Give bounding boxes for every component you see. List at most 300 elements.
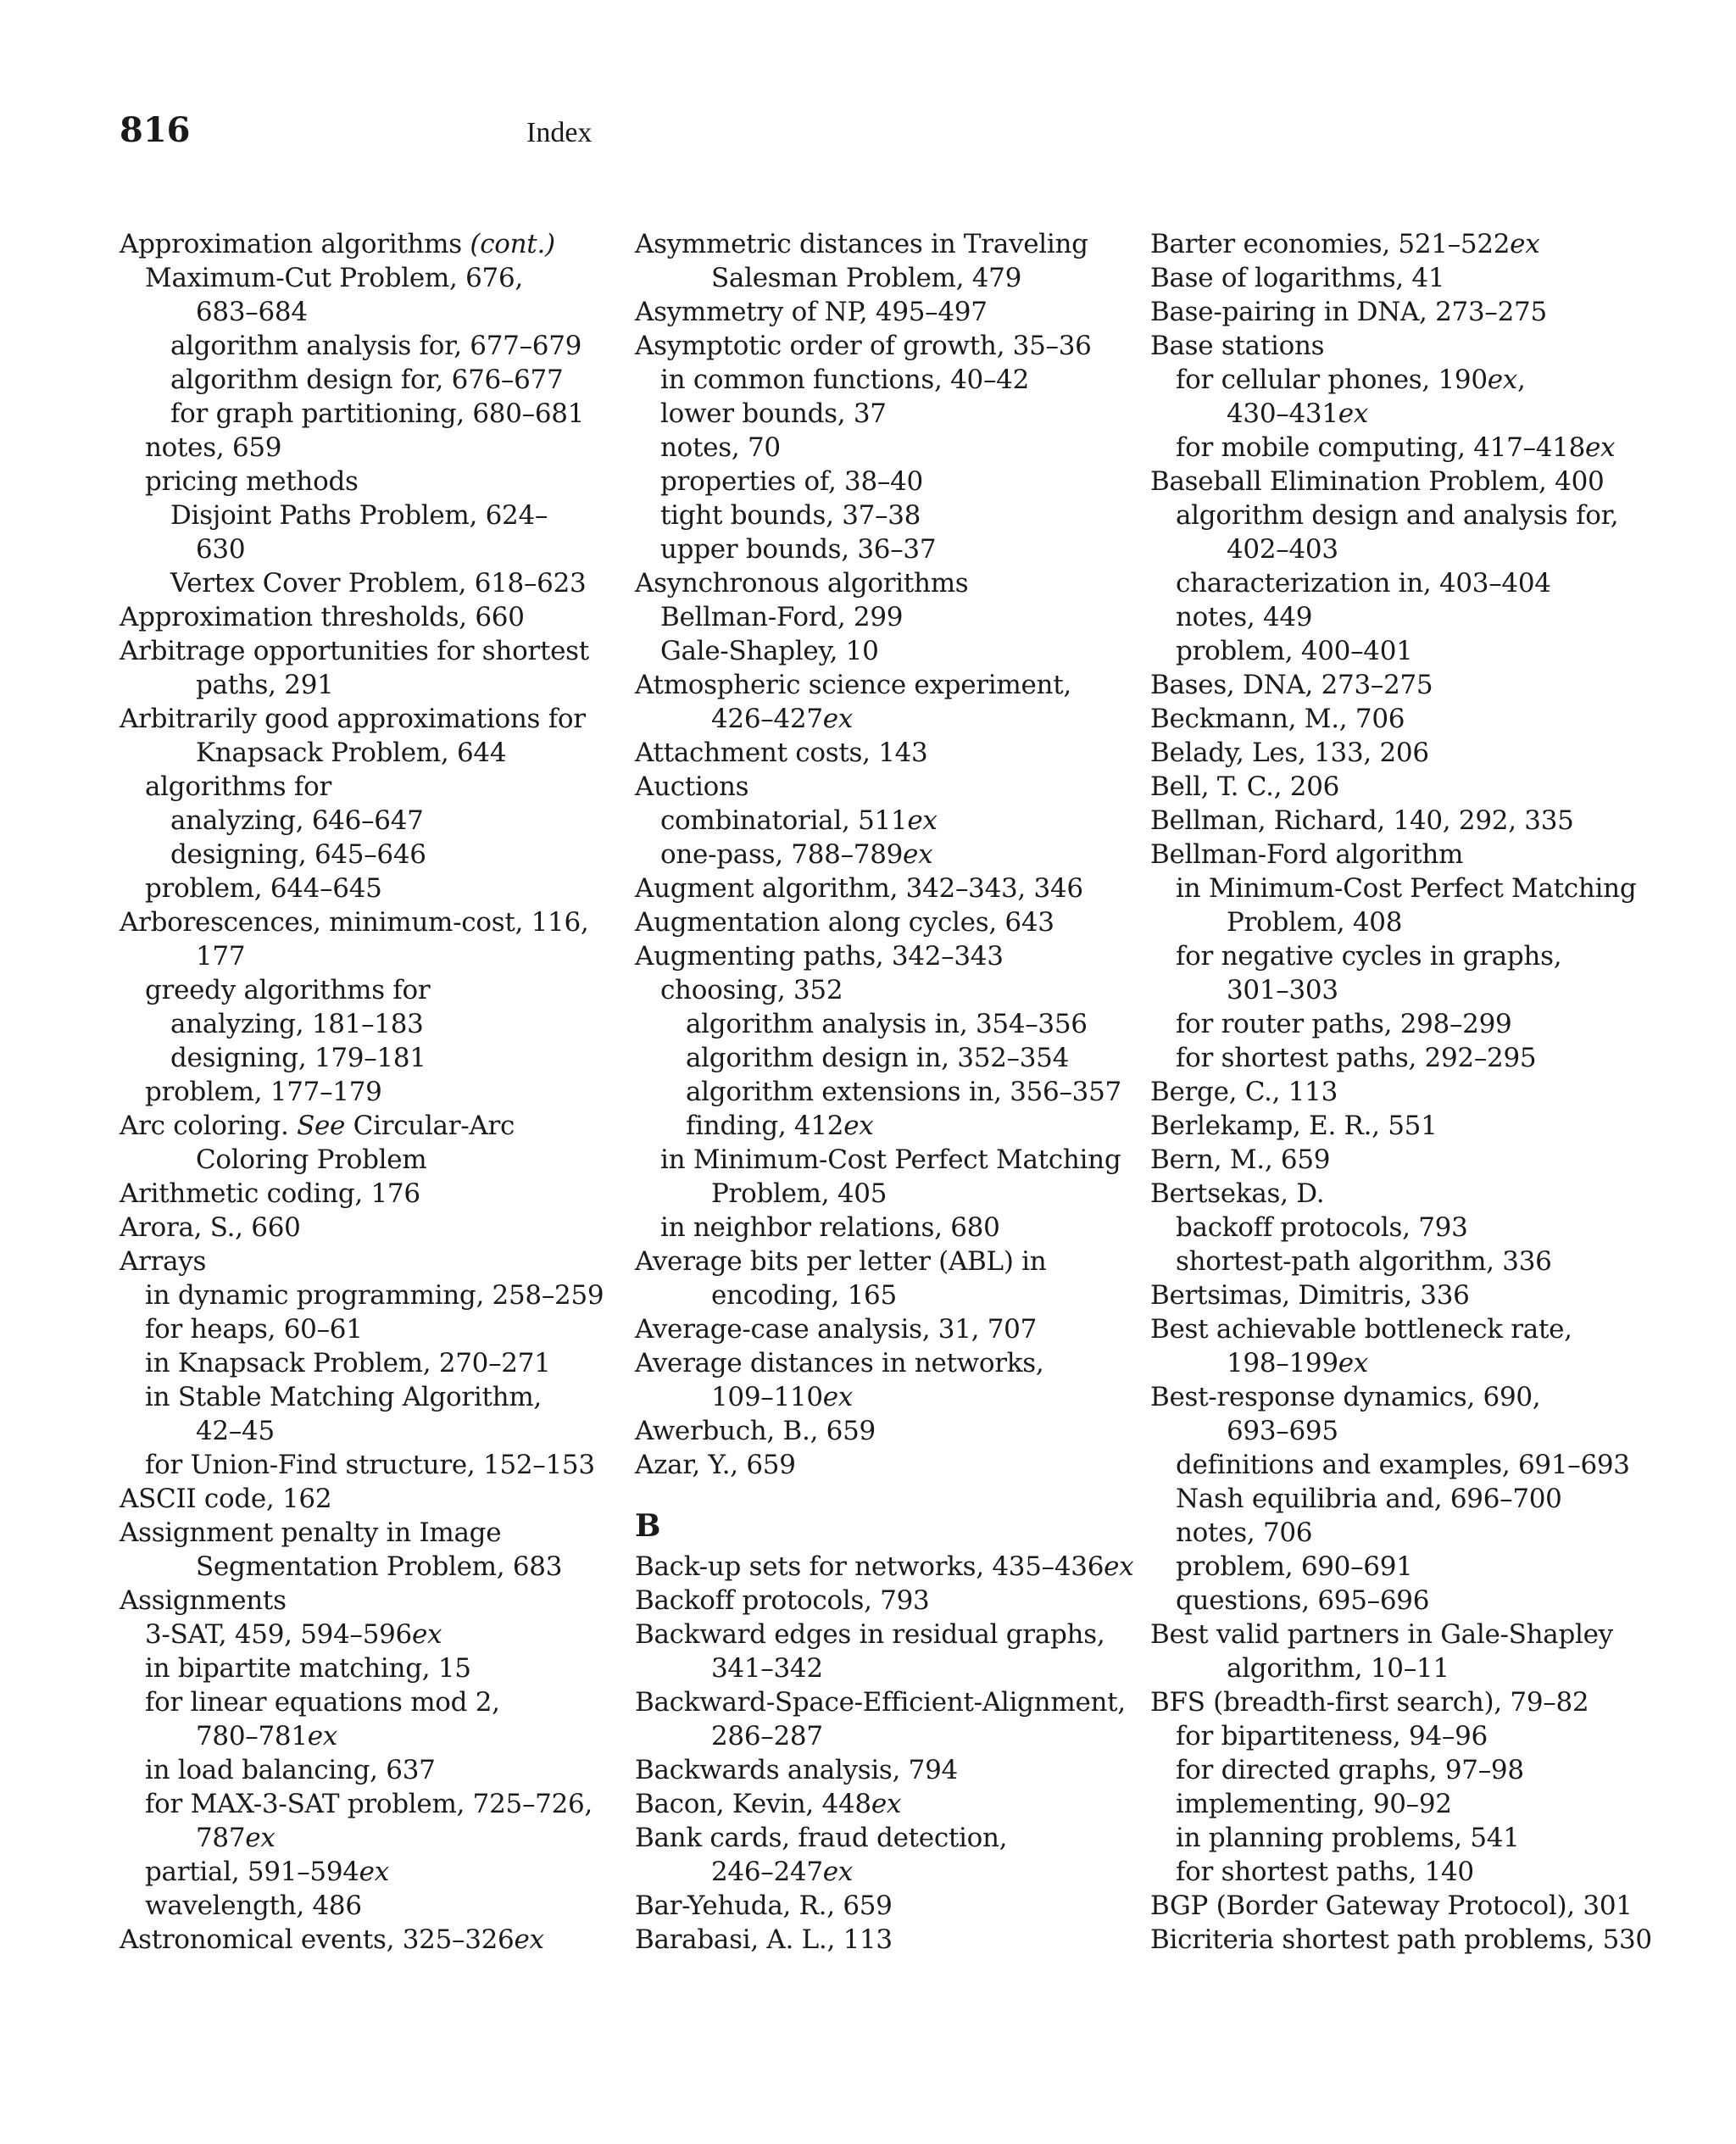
entry-text: Bar-Yehuda, R., 659 (635, 1891, 893, 1921)
entry-text: in load balancing, 637 (145, 1755, 436, 1785)
entry-italic: ex (871, 1789, 902, 1819)
entry-text: Problem, 408 (1227, 907, 1403, 938)
entry-text: 109–110 (711, 1382, 823, 1412)
entry-text: Asymmetric distances in Traveling (635, 229, 1088, 259)
entry-text: one-pass, 788–789 (660, 839, 904, 870)
entry-text: 630 (196, 534, 246, 565)
index-entry (120, 227, 611, 261)
entry-text: ASCII code, 162 (120, 1484, 332, 1514)
index-entry-continuation (1150, 532, 1642, 566)
index-entry (635, 1414, 1127, 1448)
entry-text: definitions and examples, 691–693 (1176, 1450, 1630, 1480)
index-subentry (120, 1618, 611, 1651)
index-entry (1150, 1685, 1642, 1719)
index-column-2 (635, 227, 1134, 1957)
entry-text: Back-up sets for networks, 435–436 (635, 1551, 1104, 1582)
entry-text: Bertsekas, D. (1150, 1178, 1325, 1209)
entry-italic: (cont.) (470, 229, 555, 259)
index-subentry (635, 431, 1127, 465)
entry-text: 42–45 (196, 1416, 275, 1446)
index-entry-continuation (635, 1855, 1127, 1889)
index-subentry (635, 1007, 1127, 1041)
index-entry-continuation (120, 1414, 611, 1448)
entry-text: for graph partitioning, 680–681 (170, 398, 585, 429)
entry-text: Approximation algorithms (120, 229, 470, 259)
index-subentry (1150, 1041, 1642, 1075)
index-subentry (1150, 1855, 1642, 1889)
entry-text: Arbitrage opportunities for shortest (120, 636, 589, 666)
running-head: Index (526, 117, 593, 148)
entry-text: Astronomical events, 325–326 (120, 1924, 515, 1955)
entry-text: algorithm extensions in, 356–357 (686, 1077, 1121, 1107)
index-subentry (1150, 634, 1642, 668)
entry-text: Asynchronous algorithms (635, 568, 969, 599)
entry-text: 780–781 (196, 1721, 308, 1751)
entry-text: for shortest paths, 140 (1176, 1857, 1474, 1887)
entry-text: Arrays (120, 1246, 207, 1277)
index-entry (635, 1245, 1127, 1278)
entry-text: algorithms for (145, 771, 331, 802)
entry-text: Knapsack Problem, 644 (196, 738, 507, 768)
entry-text: in dynamic programming, 258–259 (145, 1280, 604, 1311)
entry-italic: ex (822, 1382, 853, 1412)
entry-text: notes, 659 (145, 432, 282, 463)
entry-text: Beckmann, M., 706 (1150, 704, 1405, 734)
entry-text: shortest-path algorithm, 336 (1176, 1246, 1552, 1277)
entry-text: Best achievable bottleneck rate, (1150, 1314, 1572, 1345)
entry-text: partial, 591–594 (145, 1857, 359, 1887)
index-entry (635, 1821, 1127, 1855)
entry-text: in Minimum-Cost Perfect Matching (1176, 873, 1637, 904)
entry-text: Augmenting paths, 342–343 (635, 941, 1004, 972)
index-entry (1150, 295, 1642, 329)
entry-text: problem, 400–401 (1176, 636, 1413, 666)
index-entry (635, 1685, 1127, 1719)
index-subentry (120, 329, 611, 363)
index-subentry (635, 1143, 1127, 1177)
entry-text: Asymptotic order of growth, 35–36 (635, 331, 1092, 361)
index-entry (1150, 1109, 1642, 1143)
entry-text: Barabasi, A. L., 113 (635, 1924, 893, 1955)
entry-text: Barter economies, 521–522 (1150, 229, 1511, 259)
entry-text: questions, 695–696 (1176, 1585, 1430, 1616)
index-entry-continuation (120, 532, 611, 566)
entry-text: for router paths, 298–299 (1176, 1009, 1512, 1039)
entry-text: Coloring Problem (196, 1144, 427, 1175)
entry-italic: See (297, 1111, 346, 1141)
index-entry (635, 668, 1127, 702)
index-entry (635, 872, 1127, 905)
entry-text: Circular-Arc (345, 1111, 515, 1141)
entry-text: problem, 644–645 (145, 873, 382, 904)
entry-text: in bipartite matching, 15 (145, 1653, 471, 1684)
entry-text: in neighbor relations, 680 (660, 1212, 1000, 1243)
index-entry-continuation (1150, 973, 1642, 1007)
entry-text: Backward-Space-Efficient-Alignment, (635, 1687, 1126, 1718)
index-entry-continuation (120, 1143, 611, 1177)
index-entry (1150, 1380, 1642, 1414)
entry-text: Vertex Cover Problem, 618–623 (170, 568, 587, 599)
entry-text: 693–695 (1227, 1416, 1338, 1446)
index-entry (120, 600, 611, 634)
entry-text: for MAX-3-SAT problem, 725–726, (145, 1789, 593, 1819)
index-subentry (1150, 1482, 1642, 1516)
entry-text: Belady, Les, 133, 206 (1150, 738, 1429, 768)
entry-text: 301–303 (1227, 975, 1338, 1005)
entry-text: Bacon, Kevin, 448 (635, 1789, 871, 1819)
index-entry (635, 1923, 1127, 1957)
entry-text: 341–342 (711, 1653, 823, 1684)
index-entry (635, 905, 1127, 939)
index-subentry (120, 465, 611, 498)
entry-text: finding, 412 (686, 1111, 844, 1141)
index-subentry (635, 600, 1127, 634)
index-entry-continuation (635, 1278, 1127, 1312)
entry-text: Base-pairing in DNA, 273–275 (1150, 297, 1547, 327)
entry-text: Bertsimas, Dimitris, 336 (1150, 1280, 1470, 1311)
index-subentry (1150, 1584, 1642, 1618)
index-subentry (120, 1007, 611, 1041)
entry-text: for linear equations mod 2, (145, 1687, 500, 1718)
entry-italic: ex (843, 1111, 874, 1141)
entry-text: Azar, Y., 659 (635, 1450, 796, 1480)
index-entry-continuation (635, 702, 1127, 736)
index-entry (1150, 1312, 1642, 1346)
index-entry-continuation (635, 261, 1127, 295)
index-entry (1150, 1923, 1652, 1957)
index-entry-continuation (635, 1651, 1127, 1685)
index-subentry (120, 1651, 611, 1685)
entry-text: choosing, 352 (660, 975, 843, 1005)
index-entry (635, 1346, 1127, 1380)
entry-text: 430–431 (1227, 398, 1338, 429)
index-subentry (1150, 431, 1642, 465)
index-subentry (120, 498, 611, 532)
index-entry (635, 1618, 1127, 1651)
entry-text: algorithm design in, 352–354 (686, 1043, 1070, 1073)
index-entry-continuation (120, 1550, 611, 1584)
index-subentry (120, 363, 611, 397)
entry-text: Assignment penalty in Image (120, 1518, 502, 1548)
entry-text: Augment algorithm, 342–343, 346 (635, 873, 1083, 904)
index-entry (120, 1584, 611, 1618)
index-subentry (120, 973, 611, 1007)
entry-text: combinatorial, 511 (660, 805, 908, 836)
entry-text: analyzing, 646–647 (170, 805, 424, 836)
index-entry-continuation (635, 1719, 1127, 1753)
entry-text: for bipartiteness, 94–96 (1176, 1721, 1488, 1751)
index-entry-continuation (635, 1177, 1127, 1211)
entry-text: Bellman-Ford algorithm (1150, 839, 1464, 870)
index-subentry (120, 804, 611, 838)
entry-text: Bank cards, fraud detection, (635, 1823, 1008, 1853)
entry-text: Maximum-Cut Problem, 676, (145, 263, 523, 293)
entry-text: notes, 449 (1176, 602, 1313, 632)
entry-italic: ex (822, 1857, 853, 1887)
index-subentry (635, 498, 1127, 532)
entry-text: 246–247 (711, 1857, 823, 1887)
index-subentry (1150, 566, 1642, 600)
index-subentry (120, 838, 611, 872)
entry-text: algorithm analysis in, 354–356 (686, 1009, 1088, 1039)
entry-text: for heaps, 60–61 (145, 1314, 363, 1345)
index-entry-continuation (120, 668, 611, 702)
index-entry (1150, 838, 1642, 872)
entry-text: 198–199 (1227, 1348, 1338, 1378)
index-entry (120, 1923, 611, 1957)
entry-text: 177 (196, 941, 246, 972)
index-entry (120, 702, 611, 736)
entry-italic: ex (359, 1857, 389, 1887)
index-subentry (120, 1041, 611, 1075)
index-entry (120, 1211, 611, 1245)
index-entry-continuation (1150, 1651, 1642, 1685)
index-entry (1150, 702, 1642, 736)
index-subentry (120, 1278, 611, 1312)
entry-text: Nash equilibria and, 696–700 (1176, 1484, 1562, 1514)
entry-italic: ex (1104, 1551, 1134, 1582)
index-entry (120, 1177, 611, 1211)
entry-text: Base stations (1150, 331, 1325, 361)
index-entry (635, 1787, 1127, 1821)
entry-text: BFS (breadth-first search), 79–82 (1150, 1687, 1589, 1718)
entry-text: wavelength, 486 (145, 1891, 362, 1921)
entry-text: properties of, 38–40 (660, 466, 923, 497)
index-entry (120, 634, 611, 668)
index-entry (120, 1482, 611, 1516)
entry-text: Asymmetry of NP, 495–497 (635, 297, 988, 327)
entry-text: , (1517, 365, 1526, 395)
index-subentry (635, 1041, 1127, 1075)
entry-text: Bell, T. C., 206 (1150, 771, 1340, 802)
entry-text: Assignments (120, 1585, 287, 1616)
entry-text: 286–287 (711, 1721, 823, 1751)
index-subentry (120, 770, 611, 804)
entry-text: Bases, DNA, 273–275 (1150, 670, 1433, 700)
index-subentry (120, 1787, 611, 1821)
index-entry (635, 1753, 1127, 1787)
entry-text: Best valid partners in Gale-Shapley (1150, 1619, 1613, 1650)
entry-text: Baseball Elimination Problem, 400 (1150, 466, 1605, 497)
entry-text: in Minimum-Cost Perfect Matching (660, 1144, 1121, 1175)
entry-text: Average-case analysis, 31, 707 (635, 1314, 1038, 1345)
index-subentry (120, 397, 611, 431)
entry-italic: ex (1487, 365, 1517, 395)
entry-italic: ex (514, 1924, 544, 1955)
entry-text: in common functions, 40–42 (660, 365, 1030, 395)
index-subentry (635, 634, 1127, 668)
index-subentry (1150, 1719, 1642, 1753)
entry-italic: ex (1510, 229, 1540, 259)
index-entry (120, 1245, 611, 1278)
index-subentry (120, 1753, 611, 1787)
index-subentry (635, 532, 1127, 566)
entry-text: for mobile computing, 417–418 (1176, 432, 1586, 463)
entry-text: Awerbuch, B., 659 (635, 1416, 876, 1446)
index-subentry (1150, 498, 1642, 532)
entry-text: for directed graphs, 97–98 (1176, 1755, 1524, 1785)
index-subentry (635, 1211, 1127, 1245)
entry-text: 683–684 (196, 297, 308, 327)
index-entry (635, 770, 1127, 804)
entry-italic: ex (307, 1721, 337, 1751)
index-subentry (1150, 1211, 1642, 1245)
entry-text: problem, 690–691 (1176, 1551, 1413, 1582)
entry-text: 426–427 (711, 704, 823, 734)
index-entry (1150, 1889, 1642, 1923)
entry-text: Arbitrarily good approximations for (120, 704, 586, 734)
entry-text: Backward edges in residual graphs, (635, 1619, 1105, 1650)
index-subentry (635, 804, 1127, 838)
entry-text: Arc coloring. (120, 1111, 298, 1141)
entry-text: Average bits per letter (ABL) in (635, 1246, 1047, 1277)
entry-text: 787 (196, 1823, 246, 1853)
entry-text: Segmentation Problem, 683 (196, 1551, 563, 1582)
entry-text: Augmentation along cycles, 643 (635, 907, 1054, 938)
entry-italic: ex (411, 1619, 442, 1650)
entry-text: Approximation thresholds, 660 (120, 602, 525, 632)
entry-text: encoding, 165 (711, 1280, 897, 1311)
index-subentry (635, 465, 1127, 498)
entry-text: upper bounds, 36–37 (660, 534, 937, 565)
index-subentry (120, 1346, 611, 1380)
entry-text: BGP (Border Gateway Protocol), 301 (1150, 1891, 1633, 1921)
entry-text: Problem, 405 (711, 1178, 887, 1209)
index-entry-continuation (1150, 1414, 1642, 1448)
index-entry (635, 227, 1127, 261)
entry-text: Auctions (635, 771, 749, 802)
entry-text: characterization in, 403–404 (1176, 568, 1551, 599)
index-subentry (635, 1109, 1127, 1143)
index-entry (1150, 1143, 1642, 1177)
index-entry-continuation (120, 295, 611, 329)
entry-text: designing, 179–181 (170, 1043, 426, 1073)
index-subentry (635, 1075, 1127, 1109)
index-entry (635, 1584, 1127, 1618)
entry-text: algorithm analysis for, 677–679 (170, 331, 582, 361)
index-subentry (120, 1448, 611, 1482)
index-subentry (120, 1855, 611, 1889)
entry-text: Bellman, Richard, 140, 292, 335 (1150, 805, 1574, 836)
entry-text: Bicriteria shortest path problems, 530 (1150, 1924, 1652, 1955)
index-subentry (1150, 600, 1642, 634)
entry-text: algorithm design and analysis for, (1176, 500, 1619, 531)
index-subentry (635, 973, 1127, 1007)
entry-text: greedy algorithms for (145, 975, 431, 1005)
entry-text: tight bounds, 37–38 (660, 500, 921, 531)
index-entry (120, 1109, 611, 1143)
entry-italic: ex (907, 805, 938, 836)
index-entry-continuation (120, 736, 611, 770)
index-subentry (1150, 1245, 1642, 1278)
index-entry (1150, 329, 1642, 363)
entry-text: in Stable Matching Algorithm, (145, 1382, 542, 1412)
index-entry (635, 329, 1127, 363)
index-subentry (1150, 1516, 1642, 1550)
entry-text: Arora, S., 660 (120, 1212, 301, 1243)
index-subentry (120, 566, 611, 600)
entry-text: Salesman Problem, 479 (711, 263, 1022, 293)
index-subentry (120, 1685, 611, 1719)
index-entry (635, 1550, 1134, 1584)
index-subentry (1150, 1787, 1642, 1821)
entry-text: Bern, M., 659 (1150, 1144, 1331, 1175)
index-subentry (120, 1075, 611, 1109)
entry-text: implementing, 90–92 (1176, 1789, 1452, 1819)
index-subentry (1150, 872, 1642, 905)
index-entry (635, 566, 1127, 600)
entry-text: B (635, 1508, 661, 1544)
entry-text: Arithmetic coding, 176 (120, 1178, 420, 1209)
index-entry-continuation (1150, 1346, 1642, 1380)
section-letter (635, 1502, 1127, 1550)
index-subentry (635, 397, 1127, 431)
index-entry (1150, 1075, 1642, 1109)
entry-text: notes, 70 (660, 432, 781, 463)
index-subentry (635, 838, 1127, 872)
index-entry-continuation (1150, 397, 1642, 431)
entry-text: Backoff protocols, 793 (635, 1585, 930, 1616)
index-entry-continuation (120, 1719, 611, 1753)
index-subentry (1150, 1007, 1642, 1041)
entry-text: algorithm, 10–11 (1227, 1653, 1449, 1684)
entry-text: Average distances in networks, (635, 1348, 1044, 1378)
index-subentry (1150, 939, 1642, 973)
entry-text: for shortest paths, 292–295 (1176, 1043, 1537, 1073)
entry-text: Berlekamp, E. R., 551 (1150, 1111, 1438, 1141)
entry-text: Berge, C., 113 (1150, 1077, 1338, 1107)
index-entry-continuation (120, 1821, 611, 1855)
entry-text: 402–403 (1227, 534, 1338, 565)
entry-text: Best-response dynamics, 690, (1150, 1382, 1541, 1412)
entry-text: Arborescences, minimum-cost, 116, (120, 907, 589, 938)
index-entry (635, 295, 1127, 329)
index-entry (635, 1448, 1127, 1482)
index-entry-continuation (1150, 905, 1642, 939)
entry-text: for negative cycles in graphs, (1176, 941, 1562, 972)
index-entry (1150, 736, 1642, 770)
index-entry (1150, 1177, 1642, 1211)
entry-text: for cellular phones, 190 (1176, 365, 1488, 395)
entry-italic: ex (903, 839, 933, 870)
index-entry-continuation (120, 939, 611, 973)
entry-italic: ex (1338, 398, 1368, 429)
entry-italic: ex (822, 704, 853, 734)
entry-text: problem, 177–179 (145, 1077, 382, 1107)
index-subentry (120, 1312, 611, 1346)
entry-italic: ex (245, 1823, 275, 1853)
index-entry-continuation (635, 1380, 1127, 1414)
page-number: 816 (120, 110, 191, 150)
index-entry (1150, 770, 1642, 804)
index-subentry (1150, 363, 1642, 397)
index-subentry (120, 872, 611, 905)
entry-text: in planning problems, 541 (1176, 1823, 1520, 1853)
index-entry (1150, 1618, 1642, 1651)
index-subentry (1150, 1448, 1642, 1482)
index-entry (1150, 1278, 1642, 1312)
index-subentry (1150, 1753, 1642, 1787)
entry-text: designing, 645–646 (170, 839, 426, 870)
index-subentry (1150, 1550, 1642, 1584)
index-column-1 (120, 227, 611, 1957)
entry-text: lower bounds, 37 (660, 398, 887, 429)
index-entry (635, 1889, 1127, 1923)
index-entry (1150, 261, 1642, 295)
index-entry (1150, 227, 1642, 261)
entry-text: Base of logarithms, 41 (1150, 263, 1445, 293)
entry-text: analyzing, 181–183 (170, 1009, 424, 1039)
